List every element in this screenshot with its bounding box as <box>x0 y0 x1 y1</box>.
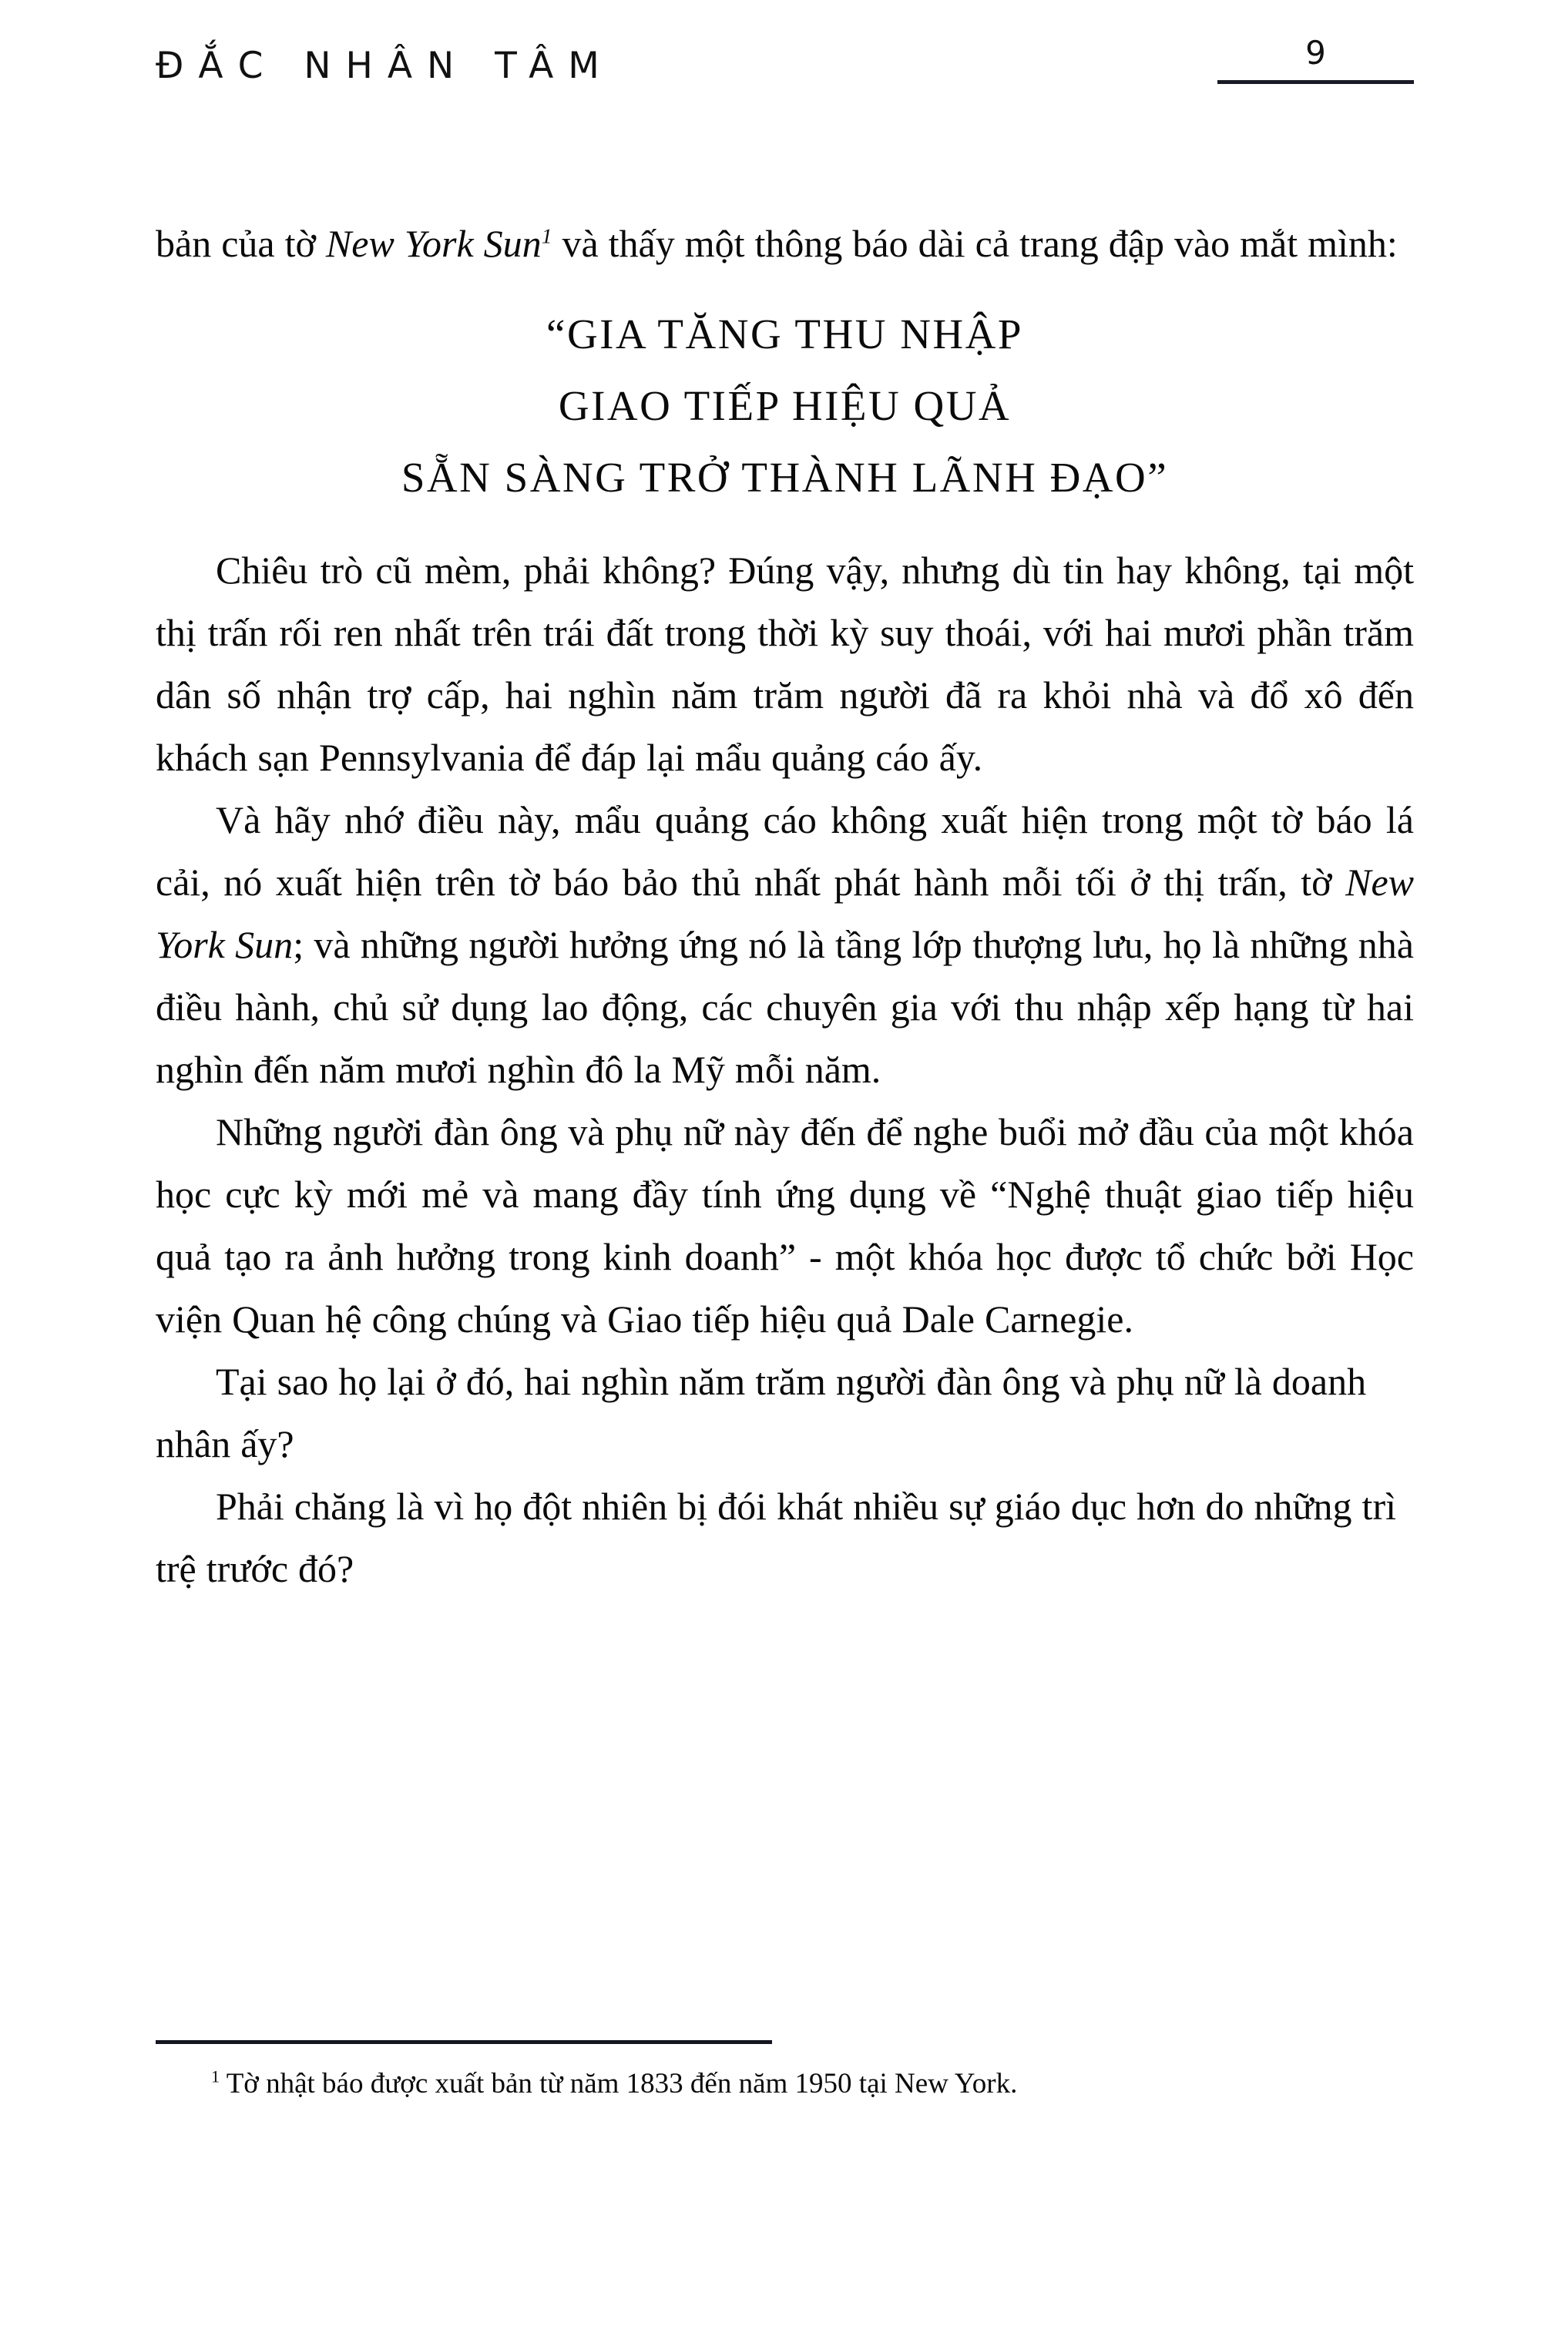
paragraph-5: Tại sao họ lại ở đó, hai nghìn năm trăm người đàn ông và phụ nữ là doanh nhân ấy? <box>156 1360 1367 1465</box>
footnote-reference-marker: 1 <box>541 223 552 248</box>
paragraph-4: Những người đàn ông và phụ nữ này đến để nghe buổi mở đầu của một khóa học cực kỳ mới mẻ và mang đầy tính ứng dụng về “Nghệ thuật giao tiếp hiệu quả tạo ra ảnh hưởng trong kinh doanh” - một khóa học được tổ chức bởi Học viện Quan hệ công chúng và Giao tiếp hiệu quả Dale Carnegie. <box>156 1110 1414 1341</box>
running-head <box>156 34 1414 114</box>
paragraph-6: Phải chăng là vì họ đột nhiên bị đói khát nhiều sự giáo dục hơn do những trì trệ trước đó? <box>156 1485 1396 1590</box>
footnote-separator-rule <box>156 2040 772 2044</box>
footnote-entry <box>156 2064 1414 2104</box>
footnote-body-text: Tờ nhật báo được xuất bản từ năm 1833 đến năm 1950 tại New York. <box>226 2068 1018 2099</box>
paragraph-3-text-part-2: ; và những người hưởng ứng nó là tầng lớp thượng lưu, họ là những nhà điều hành, chủ sử dụng lao động, các chuyên gia với thu nhập xếp hạng từ hai nghìn đến năm mươi nghìn đô la Mỹ mỗi năm. <box>156 923 1414 1091</box>
book-title: ĐẮC NHÂN TÂM <box>156 45 614 87</box>
newspaper-name-italic: New York Sun <box>325 222 542 265</box>
display-quote-line-1: “GIA TĂNG THU NHẬP <box>546 310 1023 357</box>
footnote-area <box>156 2040 1414 2104</box>
paragraph-2: Chiêu trò cũ mèm, phải không? Đúng vậy, nhưng dù tin hay không, tại một thị trấn rối ren nhất trên trái đất trong thời kỳ suy thoái, với hai mươi phần trăm dân số nhận trợ cấp, hai nghìn năm trăm người đã ra khỏi nhà và đổ xô đến khách sạn Pennsylvania để đáp lại mẩu quảng cáo ấy. <box>156 549 1414 779</box>
paragraph-1-text-before-italic: bản của tờ <box>156 222 326 265</box>
paragraph-continuation <box>156 213 1414 275</box>
paragraph-1-text-after-italic: và thấy một thông báo dài cả trang đập vào mắt mình: <box>552 222 1398 265</box>
folio-rule <box>1217 80 1414 84</box>
display-quote-line-3: SẴN SÀNG TRỞ THÀNH LÃNH ĐẠO” <box>401 454 1169 501</box>
footnote-number: 1 <box>211 2066 220 2086</box>
paragraph-3-text-part-1: Và hãy nhớ điều này, mẩu quảng cáo không xuất hiện trong một tờ báo lá cải, nó xuất hiện trên tờ báo bảo thủ nhất phát hành mỗi tối ở thị trấn, tờ <box>156 798 1414 904</box>
newspaper-name-italic-2: New York Sun <box>156 861 1414 966</box>
folio-group <box>1217 34 1414 84</box>
paragraph-3 <box>156 789 1414 1101</box>
display-quote-block <box>156 298 1414 513</box>
display-quote-line-2: GIAO TIẾP HIỆU QUẢ <box>558 382 1012 429</box>
page-number: 9 <box>1305 34 1326 72</box>
body-text-column <box>156 213 1414 1600</box>
